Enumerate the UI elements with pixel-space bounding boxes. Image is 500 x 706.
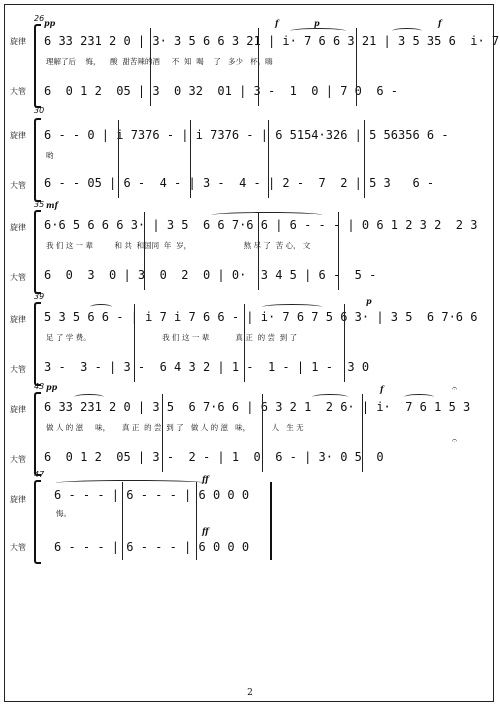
part-label-bass: 大管	[10, 455, 26, 464]
dynamic-marking: pp	[46, 382, 58, 392]
final-barline	[270, 482, 272, 560]
barline	[196, 482, 197, 560]
measure-number: 26	[34, 14, 45, 23]
fermata-icon: 𝄐	[452, 384, 458, 394]
staff-brace	[34, 210, 41, 294]
part-label-melody: 旋律	[10, 131, 26, 140]
measure-number: 30	[34, 106, 45, 115]
barline	[162, 394, 163, 472]
system-35	[0, 200, 500, 292]
bass-notes: 3 - 3 - | 3 - 6 4 3 2 | 1 - 1 - | 1 - 3 0	[44, 360, 370, 374]
barline	[244, 304, 245, 382]
fermata-icon: 𝄐	[452, 436, 458, 446]
barline	[258, 212, 259, 290]
dynamic-marking: mf	[46, 200, 58, 210]
part-label-melody: 旋律	[10, 37, 26, 46]
part-label-bass: 大管	[10, 273, 26, 282]
melody-notes: 6 - - 0 | i 7376 - | i 7376 - | 6 5154·326 | 5 56356 6 -	[44, 128, 449, 142]
lyrics-line: 理解了后 悔， 酸 甜苦辣的酒 不 知 喝 了 多少 杯。嗨	[46, 57, 273, 66]
system-47	[0, 470, 500, 560]
barline	[144, 212, 145, 290]
bass-notes: 6 - - 05 | 6 - 4 - | 3 - 4 - | 2 - 7 2 | 5 3 6 -	[44, 176, 435, 190]
dynamic-marking: p	[314, 18, 320, 28]
part-label-bass: 大管	[10, 87, 26, 96]
barline	[262, 394, 263, 472]
measure-number: 47	[34, 470, 45, 479]
lyrics-line: 我 们 这 一 辈 和 共 和国同 年 岁， 熬 尽 了 苦 心， 文	[46, 241, 311, 250]
bass-notes: 6 - - - | 6 - - - | 6 0 0 0	[54, 540, 250, 554]
bass-notes: 6 0 3 0 | 3 0 2 0 | 0· 3 4 5 | 6 - 5 -	[44, 268, 377, 282]
barline	[338, 212, 339, 290]
barline	[134, 304, 135, 382]
part-label-melody: 旋律	[10, 315, 26, 324]
barline	[364, 120, 365, 198]
barline	[118, 120, 119, 198]
bass-notes: 6 0 1 2 05 | 3 0 32 01 | 3 - 1 0 | 7 0 6 -	[44, 84, 399, 98]
barline	[362, 394, 363, 472]
lyrics-line: 做 人 的 滋 味， 真 正 的 尝 到 了 做 人 的 滋 味， 人 生 无	[46, 423, 304, 432]
dynamic-marking: ff	[202, 526, 209, 536]
slur	[56, 480, 206, 486]
measure-number: 43	[34, 382, 45, 391]
barline	[258, 28, 259, 106]
barline	[344, 304, 345, 382]
barline	[190, 120, 191, 198]
melody-notes: 6 33 231 2 0 | 3 5 6 7·6 6 | 6 3 2 1 2 6· | i· 7 6 1 5 3	[44, 400, 471, 414]
staff-brace	[34, 24, 41, 108]
barline	[122, 482, 123, 560]
measure-number: 39	[34, 292, 45, 301]
barline	[356, 28, 357, 106]
lyrics-line: 悔。	[56, 509, 71, 518]
melody-notes: 6·6 5 6 6 6 3· | 3 5 6 6 7·6 6 | 6 - - - | 0 6 1 2 3 2 2 3	[44, 218, 478, 232]
measure-number: 35	[34, 200, 45, 209]
system-26	[0, 14, 500, 104]
page-number: 2	[247, 688, 253, 698]
dynamic-marking: pp	[44, 18, 56, 28]
dynamic-marking: f	[380, 384, 384, 394]
system-30	[0, 104, 500, 200]
barline	[150, 28, 151, 106]
dynamic-marking: f	[275, 18, 279, 28]
part-label-melody: 旋律	[10, 405, 26, 414]
bass-notes: 6 0 1 2 05 | 3 - 2 - | 1 0 6 - | 3· 0 5 0	[44, 450, 384, 464]
lyrics-line: 足 了 学 费。 我 们 这 一 辈 真 正 的 尝 到 了	[46, 333, 298, 342]
dynamic-marking: ff	[202, 474, 209, 484]
melody-notes: 6 33 231 2 0 | 3· 3 5 6 6 3 21 | i· 7 6 6 3 21 | 3 5 35 6 i· 7	[44, 34, 500, 48]
staff-brace	[34, 302, 41, 386]
barline	[268, 120, 269, 198]
staff-brace	[34, 392, 41, 476]
part-label-bass: 大管	[10, 181, 26, 190]
melody-notes: 5 3 5 6 6 - | i 7 i 7 6 6 - | i· 7 6 7 5 6 3· | 3 5 6 7·6 6	[44, 310, 478, 324]
staff-brace	[34, 480, 41, 564]
system-39	[0, 292, 500, 382]
part-label-melody: 旋律	[10, 223, 26, 232]
melody-notes: 6 - - - | 6 - - - | 6 0 0 0	[54, 488, 250, 502]
dynamic-marking: p	[366, 296, 372, 306]
part-label-melody: 旋律	[10, 495, 26, 504]
staff-brace	[34, 118, 41, 202]
system-43	[0, 382, 500, 474]
lyrics-line: 哟	[46, 151, 54, 160]
dynamic-marking: f	[438, 18, 442, 28]
part-label-bass: 大管	[10, 543, 26, 552]
part-label-bass: 大管	[10, 365, 26, 374]
